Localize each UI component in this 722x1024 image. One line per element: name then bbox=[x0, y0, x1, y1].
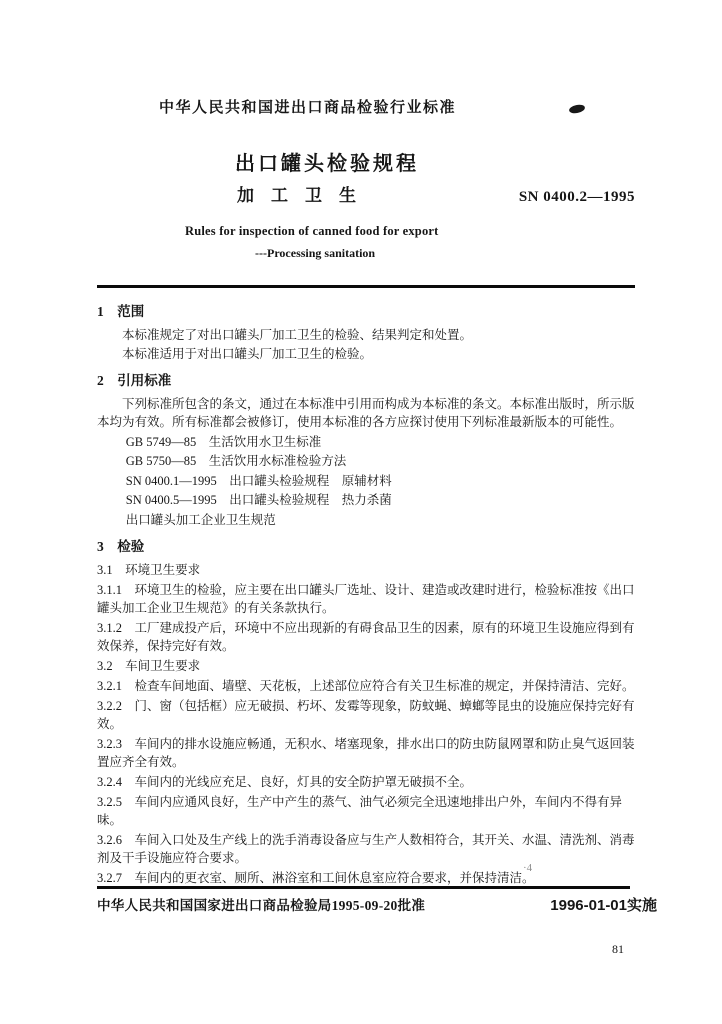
header-divider-rule bbox=[97, 285, 635, 288]
footer-divider-rule bbox=[97, 886, 630, 889]
clause: 3.2 车间卫生要求 bbox=[97, 658, 201, 673]
clause: 3.2.2 门、窗（包括框）应无破损、朽坏、发霉等现象，防蚊蝇、蟑螂等昆虫的设施应保持完好有效。 bbox=[97, 698, 635, 731]
clause: 3.2.6 车间入口处及生产线上的洗手消毒设备应与生产人数相符合，其开关、水温、清洗剂、消毒剂及干手设施应符合要求。 bbox=[97, 832, 635, 865]
standard-org-line: 中华人民共和国进出口商品检验行业标准 bbox=[159, 100, 457, 116]
clause: 3.1.1 环境卫生的检验，应主要在出口罐头厂选址、设计、建造或改建时进行，检验标准按《出口罐头加工企业卫生规范》的有关条款执行。 bbox=[97, 582, 635, 615]
clause: 3.2.4 车间内的光线应充足、良好，灯具的安全防护罩无破损不全。 bbox=[97, 774, 473, 789]
standard-number: SN 0400.2—1995 bbox=[518, 189, 635, 205]
document-title: 出口罐头检验规程 bbox=[235, 153, 419, 175]
reference-item: GB 5749—85 生活饮用水卫生标准 bbox=[125, 434, 322, 449]
clause: 3.1.2 工厂建成投产后，环境中不应出现新的有碍食品卫生的因素，原有的环境卫生设施应得到有效保养，保持完好有效。 bbox=[97, 620, 635, 653]
document-content bbox=[97, 96, 635, 889]
reference-item: SN 0400.1—1995 出口罐头检验规程 原辅材料 bbox=[125, 473, 392, 488]
english-subtitle: ---Processing sanitation bbox=[255, 246, 376, 260]
approval-authority-text: 中华人民共和国国家进出口商品检验局1995-09-20批准 bbox=[97, 898, 426, 913]
reference-item: SN 0400.5—1995 出口罐头检验规程 热力杀菌 bbox=[125, 493, 392, 507]
clause: 3.1 环境卫生要求 bbox=[97, 562, 201, 577]
section-heading-inspection: 3 检验 bbox=[97, 538, 145, 554]
footer bbox=[97, 894, 657, 915]
paragraph: 本标准适用于对出口罐头厂加工卫生的检验。 bbox=[122, 347, 373, 361]
clause: 3.2.7 车间内的更衣室、厕所、淋浴室和工间休息室应符合要求，并保持清洁。 bbox=[97, 870, 535, 885]
document-subtitle: 加 工 卫 生 bbox=[237, 186, 356, 205]
clause: 3.2.5 车间内应通风良好，生产中产生的蒸气、油气必须完全迅速地排出户外，车间内不得有异味。 bbox=[97, 794, 623, 827]
section-heading-references: 2 引用标准 bbox=[97, 373, 172, 388]
paragraph: 下列标准所包含的条文，通过在本标准中引用而构成为本标准的条文。本标准出版时，所示版本均为有效。所有标准都会被修订，使用本标准的各方应探讨使用下列标准最新版本的可能性。 bbox=[97, 397, 635, 429]
paragraph: 本标准规定了对出口罐头厂加工卫生的检验、结果判定和处置。 bbox=[122, 328, 473, 342]
english-title: Rules for inspection of canned food for export bbox=[185, 224, 439, 238]
scan-artifact-mark: ·4 bbox=[523, 862, 533, 874]
section-heading-scope: 1 范围 bbox=[97, 304, 145, 319]
clause: 3.2.1 检查车间地面、墙壁、天花板，上述部位应符合有关卫生标准的规定，并保持清洁、完好。 bbox=[97, 678, 635, 693]
effective-date-text: 1996-01-01实施 bbox=[550, 897, 657, 914]
reference-item: GB 5750—85 生活饮用水标准检验方法 bbox=[125, 454, 347, 468]
page-number: 81 bbox=[612, 942, 624, 956]
subtitle-row bbox=[97, 181, 635, 206]
document-body bbox=[97, 303, 635, 887]
clause: 3.2.3 车间内的排水设施应畅通，无积水、堵塞现象，排水出口的防虫防鼠网罩和防止臭气返回装置应齐全有效。 bbox=[97, 736, 635, 769]
reference-item: 出口罐头加工企业卫生规范 bbox=[125, 512, 276, 527]
